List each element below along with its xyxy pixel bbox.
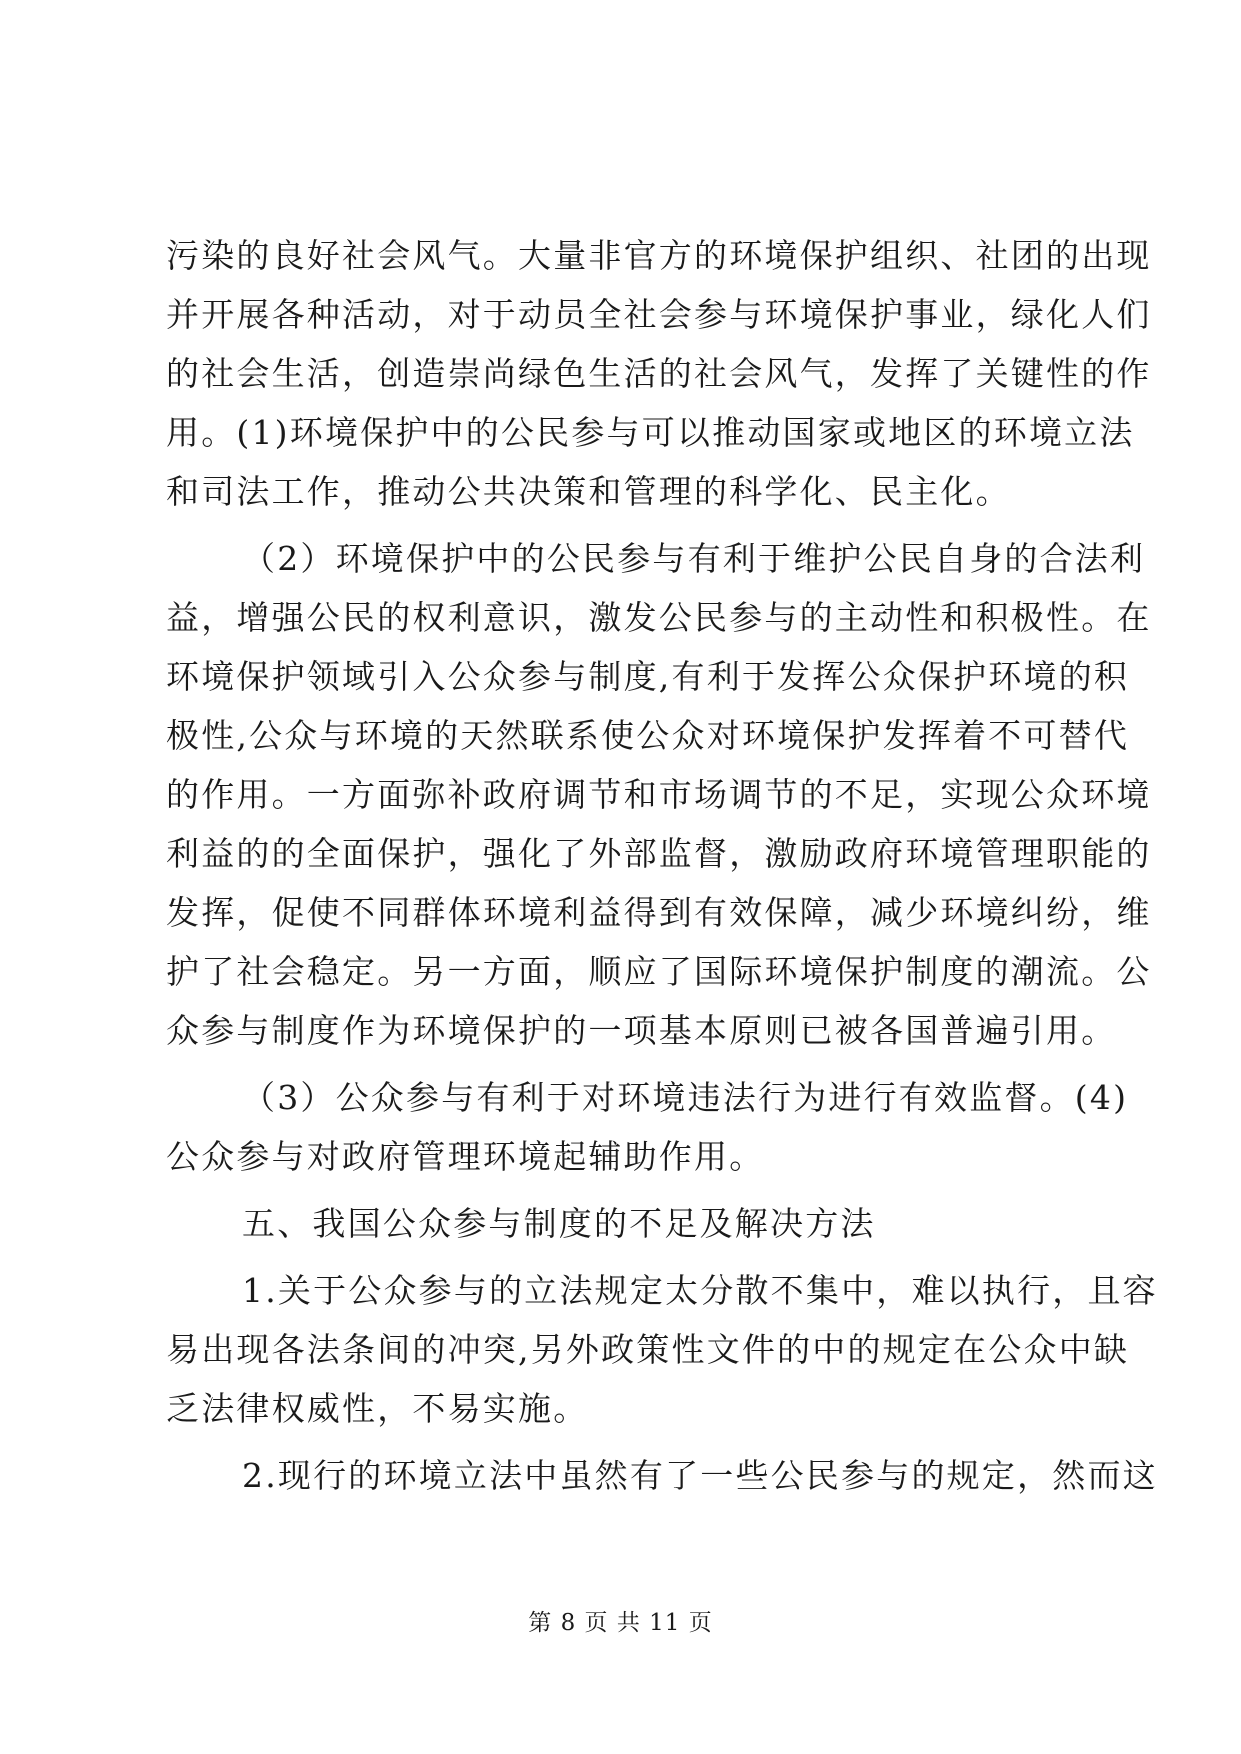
text-line: 并开展各种活动，对于动员全社会参与环境保护事业，绿化人们 [166,295,1152,334]
page-number-footer: 第 8 页 共 11 页 [528,1610,713,1636]
text-line: （3）公众参与有利于对环境违法行为进行有效监督。(4) [242,1078,1129,1117]
text-line: 污染的良好社会风气。大量非官方的环境保护组织、社团的出现 [166,236,1152,275]
paragraph [166,226,1152,521]
text-line: 用。(1)环境保护中的公民参与可以推动国家或地区的环境立法 [166,413,1135,452]
text-line: 和司法工作，推动公共决策和管理的科学化、民主化。 [166,472,1011,511]
text-line: 护了社会稳定。另一方面，顺应了国际环境保护制度的潮流。公 [166,952,1152,991]
heading-line: 五、我国公众参与制度的不足及解决方法 [242,1204,876,1243]
section-heading [166,1194,1088,1253]
text-line: 极性,公众与环境的天然联系使公众对环境保护发挥着不可替代 [166,716,1130,755]
paragraph [166,1068,1129,1186]
text-line: 的社会生活，创造崇尚绿色生活的社会风气，发挥了关键性的作 [166,354,1152,393]
body-text [166,226,1158,1505]
text-line: 1.关于公众参与的立法规定太分散不集中，难以执行，且容 [242,1271,1158,1310]
text-line: 2.现行的环境立法中虽然有了一些公民参与的规定，然而这 [242,1456,1158,1495]
text-line: 的作用。一方面弥补政府调节和市场调节的不足，实现公众环境 [166,775,1152,814]
text-line: （2）环境保护中的公民参与有利于维护公民自身的合法利 [242,539,1146,578]
text-line: 发挥，促使不同群体环境利益得到有效保障，减少环境纠纷，维 [166,893,1152,932]
text-line: 公众参与对政府管理环境起辅助作用。 [166,1137,765,1176]
text-line: 利益的的全面保护，强化了外部监督，激励政府环境管理职能的 [166,834,1152,873]
text-line: 易出现各法条间的冲突,另外政策性文件的中的规定在公众中缺 [166,1330,1130,1369]
text-line: 乏法律权威性，不易实施。 [166,1389,589,1428]
paragraph [166,1446,1158,1505]
paragraph [166,1261,1158,1438]
paragraph [166,529,1152,1060]
text-line: 益，增强公民的权利意识，激发公民参与的主动性和积极性。在 [166,598,1152,637]
text-line: 环境保护领域引入公众参与制度,有利于发挥公众保护环境的积 [166,657,1130,696]
text-line: 众参与制度作为环境保护的一项基本原则已被各国普遍引用。 [166,1011,1117,1050]
